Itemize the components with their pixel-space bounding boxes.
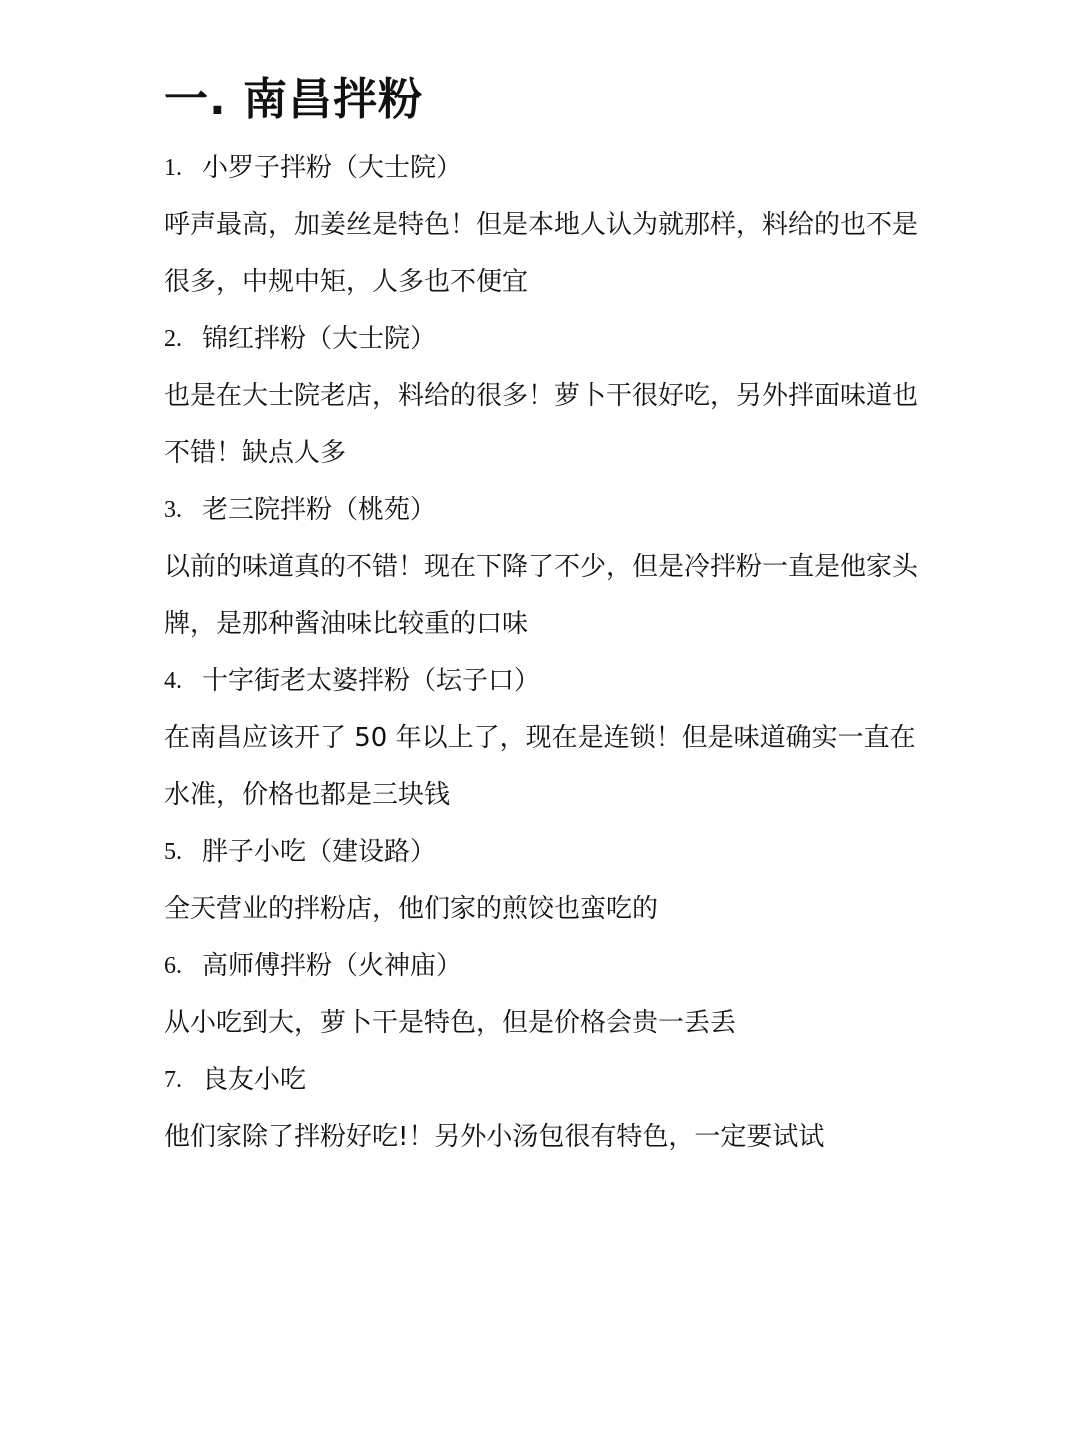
entry-description: 从小吃到大，萝卜干是特色，但是价格会贵一丢丢 — [164, 1008, 737, 1038]
entry-heading — [164, 653, 934, 710]
entry-heading — [164, 1052, 934, 1109]
list-item — [164, 653, 934, 824]
entry-number: 1. — [164, 155, 182, 181]
entry-shop-name: 锦红拌粉（大士院） — [202, 324, 437, 354]
entry-shop-name: 小罗子拌粉（大士院） — [202, 153, 463, 183]
list-item — [164, 311, 934, 482]
entry-heading — [164, 824, 934, 881]
entry-heading — [164, 938, 934, 995]
list-item — [164, 140, 934, 311]
entry-shop-name: 高师傅拌粉（火神庙） — [202, 951, 463, 981]
entry-heading — [164, 311, 934, 368]
entry-number: 6. — [164, 953, 182, 979]
entry-shop-name: 胖子小吃（建设路） — [202, 837, 437, 867]
entry-heading — [164, 140, 934, 197]
list-item — [164, 824, 934, 938]
entry-description: 全天营业的拌粉店，他们家的煎饺也蛮吃的 — [164, 894, 659, 924]
entry-heading — [164, 482, 934, 539]
entry-number: 3. — [164, 497, 182, 523]
list-item — [164, 482, 934, 653]
entry-description: 在南昌应该开了 50 年以上了，现在是连锁！但是味道确实一直在水准，价格也都是三块钱 — [164, 723, 916, 810]
entry-description: 也是在大士院老店，料给的很多！萝卜干很好吃，另外拌面味道也不错！缺点人多 — [164, 381, 919, 468]
document-page — [164, 70, 934, 1166]
entry-shop-name: 老三院拌粉（桃苑） — [202, 495, 437, 525]
entry-number: 7. — [164, 1067, 182, 1093]
entry-number: 2. — [164, 326, 182, 352]
list-item — [164, 938, 934, 1052]
entry-number: 4. — [164, 668, 182, 694]
entry-description: 以前的味道真的不错！现在下降了不少，但是冷拌粉一直是他家头牌，是那种酱油味比较重的口味 — [164, 552, 919, 639]
entry-description: 他们家除了拌粉好吃!！另外小汤包很有特色，一定要试试 — [164, 1122, 825, 1152]
entry-description: 呼声最高，加姜丝是特色！但是本地人认为就那样，料给的也不是很多，中规中矩，人多也不便宜 — [164, 210, 919, 297]
entry-number: 5. — [164, 839, 182, 865]
entry-shop-name: 十字街老太婆拌粉（坛子口） — [202, 666, 541, 696]
page-title: 一. 南昌拌粉 — [164, 74, 424, 125]
list-item — [164, 1052, 934, 1166]
entry-shop-name: 良友小吃 — [202, 1065, 307, 1095]
